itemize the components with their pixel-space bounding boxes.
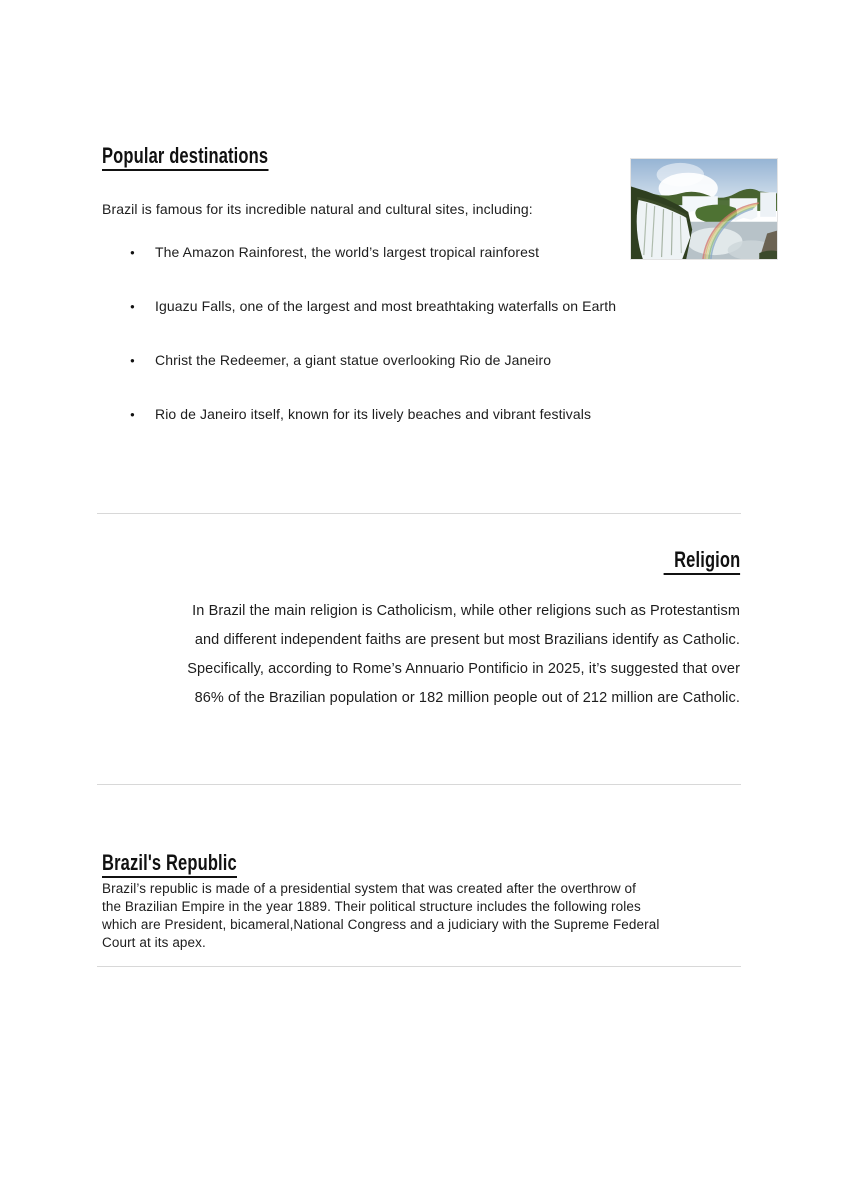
section-heading-religion	[638, 548, 740, 575]
religion-paragraph	[100, 597, 740, 713]
paragraph-line: Brazil’s republic is made of a presidential system that was created after the overthrow of	[102, 881, 636, 896]
bullet-icon: ●	[130, 302, 135, 311]
republic-paragraph	[102, 880, 746, 952]
iguazu-falls-photo[interactable]	[630, 158, 778, 260]
section-heading-text: Popular destinations	[102, 144, 268, 171]
section-divider	[97, 513, 741, 514]
list-item	[130, 351, 616, 370]
bullet-icon: ●	[130, 410, 135, 419]
section-divider	[97, 966, 741, 967]
section-heading-text: Brazil's Republic	[102, 851, 237, 878]
paragraph-line: In Brazil the main religion is Catholicism, while other religions such as Protestantism	[192, 603, 740, 619]
iguazu-falls-illustration	[631, 159, 777, 259]
bullet-text: The Amazon Rainforest, the world’s largest tropical rainforest	[155, 244, 540, 260]
section-heading-brazils-republic	[102, 851, 282, 878]
paragraph-line: Specifically, according to Rome’s Annuario Pontificio in 2025, it’s suggested that over	[187, 661, 740, 677]
section-heading-text: Religion	[663, 548, 740, 575]
list-item	[130, 405, 616, 424]
section-heading-popular-destinations	[102, 144, 324, 171]
intro-paragraph: Brazil is famous for its incredible natural and cultural sites, including:	[102, 201, 533, 217]
bullet-list	[130, 243, 616, 459]
paragraph-line: Court at its apex.	[102, 935, 206, 950]
paragraph-line: the Brazilian Empire in the year 1889. Their political structure includes the following roles	[102, 899, 641, 914]
paragraph-line: 86% of the Brazilian population or 182 million people out of 212 million are Catholic.	[194, 690, 740, 706]
section-divider	[97, 784, 741, 785]
bullet-text: Christ the Redeemer, a giant statue overlooking Rio de Janeiro	[155, 352, 552, 368]
bullet-text: Rio de Janeiro itself, known for its lively beaches and vibrant festivals	[155, 406, 592, 422]
paragraph-line: and different independent faiths are present but most Brazilians identify as Catholic.	[194, 632, 740, 648]
list-item	[130, 243, 616, 262]
bullet-icon: ●	[130, 356, 135, 365]
paragraph-line: which are President, bicameral,National Congress and a judiciary with the Supreme Federal	[102, 917, 660, 932]
list-item	[130, 297, 616, 316]
bullet-icon: ●	[130, 248, 135, 257]
bullet-text: Iguazu Falls, one of the largest and most breathtaking waterfalls on Earth	[155, 298, 617, 314]
